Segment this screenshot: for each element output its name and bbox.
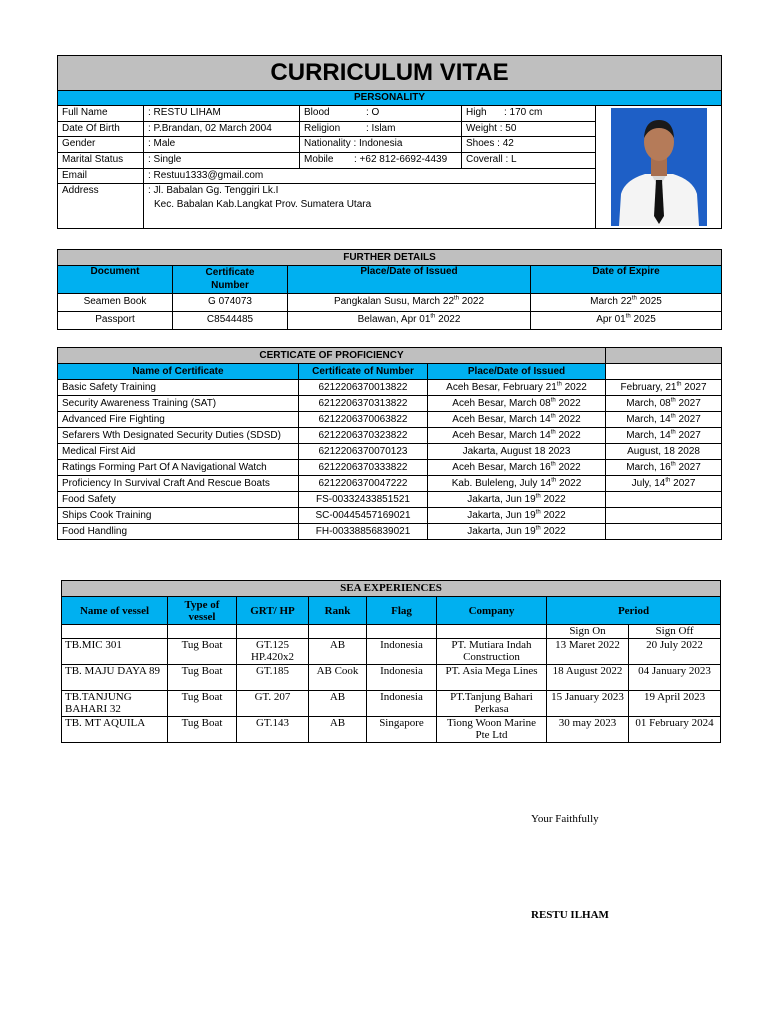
table-row [62,717,721,743]
cert-number: 6212206370013822 [299,380,428,396]
sign-off-date: 01 February 2024 [629,717,721,743]
col-expire-blank [606,364,722,380]
cert-place-date: Aceh Besar, March 16th 2022 [428,460,606,476]
sign-on-date: 30 may 2023 [547,717,629,743]
cert-expire [606,492,722,508]
signature-name: RESTU ILHAM [531,909,609,921]
vessel-type: Tug Boat [168,717,237,743]
cert-expire: March, 14th 2027 [606,412,722,428]
blank-cell [437,625,547,639]
closing-text: Your Faithfully [531,813,599,825]
col-cert-number: Certificate Number [173,266,288,294]
cert-expire: March, 08th 2027 [606,396,722,412]
vessel-grt: GT.185 [237,665,309,691]
cert-expire: February, 21th 2027 [606,380,722,396]
sign-off-date: 20 July 2022 [629,639,721,665]
cert-place-date: Jakarta, August 18 2023 [428,444,606,460]
cert-place-date: Aceh Besar, February 21th 2022 [428,380,606,396]
nationality-cell: Nationality : Indonesia [300,137,462,153]
cert-number: FH-00338856839021 [299,524,428,540]
sign-on-date: 18 August 2022 [547,665,629,691]
col-flag: Flag [367,597,437,625]
col-sign-on: Sign On [547,625,629,639]
profile-photo [611,108,707,226]
vessel-flag: Indonesia [367,639,437,665]
address-value [144,184,596,229]
cert-number: 6212206370047222 [299,476,428,492]
col-period: Period [547,597,721,625]
gender-label: Gender [58,137,144,153]
col-sign-off: Sign Off [629,625,721,639]
table-row [58,412,722,428]
further-details-table [57,249,722,330]
cert-name: Proficiency In Survival Craft And Rescue Boats [58,476,299,492]
vessel-rank: AB [309,717,367,743]
table-row [62,691,721,717]
further-expire: Apr 01th 2025 [531,312,722,330]
table-row [62,665,721,691]
email-label: Email [58,168,144,184]
table-row [58,460,722,476]
address-label: Address [58,184,144,229]
cert-number: 6212206370333822 [299,460,428,476]
vessel-grt: GT. 207 [237,691,309,717]
table-row [58,492,722,508]
personality-table [57,55,722,229]
proficiency-heading: CERTICATE OF PROFICIENCY [58,348,606,364]
vessel-company: PT. Mutiara Indah Construction [437,639,547,665]
cert-expire: August, 18 2028 [606,444,722,460]
cert-place-date: Aceh Besar, March 14th 2022 [428,428,606,444]
cert-name: Medical First Aid [58,444,299,460]
cert-expire: March, 14th 2027 [606,428,722,444]
cert-number: 6212206370063822 [299,412,428,428]
vessel-rank: AB Cook [309,665,367,691]
cert-expire [606,508,722,524]
vessel-company: PT. Asia Mega Lines [437,665,547,691]
col-grt: GRT/ HP [237,597,309,625]
personality-heading: PERSONALITY [58,91,722,106]
blank-cell [62,625,168,639]
cert-name: Sefarers Wth Designated Security Duties (SDSD) [58,428,299,444]
vessel-flag: Indonesia [367,691,437,717]
address-line-1: : Jl. Babalan Gg. Tenggiri Lk.I [148,185,279,197]
sign-off-date: 19 April 2023 [629,691,721,717]
table-row [62,639,721,665]
col-vessel: Name of vessel [62,597,168,625]
table-row [58,476,722,492]
blank-cell [309,625,367,639]
further-doc: Passport [58,312,173,330]
sea-heading: SEA EXPERIENCES [62,581,721,597]
col-expire: Date of Expire [531,266,722,294]
cert-name: Advanced Fire Fighting [58,412,299,428]
cert-place-date: Jakarta, Jun 19th 2022 [428,492,606,508]
marital-label: Marital Status [58,152,144,168]
weight-cell: Weight : 50 [462,121,596,137]
coverall-cell: Coverall : L [462,152,596,168]
high-cell: High : 170 cm [462,106,596,122]
full-name-value: : RESTU LIHAM [144,106,300,122]
further-num: C8544485 [173,312,288,330]
page-title: CURRICULUM VITAE [58,56,722,91]
address-line-2: Kec. Babalan Kab.Langkat Prov. Sumatera Utara [154,199,372,211]
cert-expire: March, 16th 2027 [606,460,722,476]
blank-cell [168,625,237,639]
cert-number: FS-00332433851521 [299,492,428,508]
vessel-name: TB.MIC 301 [62,639,168,665]
email-value: : Restuu1333@gmail.com [144,168,596,184]
cert-name: Ratings Forming Part Of A Navigational Watch [58,460,299,476]
further-doc: Seamen Book [58,294,173,312]
col-cert-number: Certificate of Number [299,364,428,380]
cert-expire: July, 14th 2027 [606,476,722,492]
vessel-flag: Singapore [367,717,437,743]
cert-place-date: Jakarta, Jun 19th 2022 [428,508,606,524]
col-type: Type of vessel [168,597,237,625]
dob-label: Date Of Birth [58,121,144,137]
further-num: G 074073 [173,294,288,312]
mobile-cell: Mobile : +62 812-6692-4439 [300,152,462,168]
proficiency-table [57,347,722,540]
vessel-grt: GT.143 [237,717,309,743]
cert-name: Basic Safety Training [58,380,299,396]
cert-place-date: Kab. Buleleng, July 14th 2022 [428,476,606,492]
vessel-type: Tug Boat [168,665,237,691]
col-document: Document [58,266,173,294]
cert-place-date: Jakarta, Jun 19th 2022 [428,524,606,540]
cert-number: 6212206370323822 [299,428,428,444]
col-place-date: Place/Date of Issued [428,364,606,380]
sign-on-date: 13 Maret 2022 [547,639,629,665]
sea-experience-table [61,580,721,743]
table-row [58,524,722,540]
col-company: Company [437,597,547,625]
vessel-name: TB.TANJUNG BAHARI 32 [62,691,168,717]
vessel-flag: Indonesia [367,665,437,691]
blank-cell [367,625,437,639]
vessel-type: Tug Boat [168,691,237,717]
vessel-rank: AB [309,639,367,665]
further-place: Pangkalan Susu, March 22th 2022 [288,294,531,312]
vessel-name: TB. MAJU DAYA 89 [62,665,168,691]
vessel-type: Tug Boat [168,639,237,665]
vessel-company: PT.Tanjung Bahari Perkasa [437,691,547,717]
cert-name: Security Awareness Training (SAT) [58,396,299,412]
further-place: Belawan, Apr 01th 2022 [288,312,531,330]
further-heading: FURTHER DETAILS [58,250,722,266]
sign-on-date: 15 January 2023 [547,691,629,717]
photo-cell [596,106,722,229]
cert-name: Ships Cook Training [58,508,299,524]
table-row [58,508,722,524]
cert-number: 6212206370070123 [299,444,428,460]
further-expire: March 22th 2025 [531,294,722,312]
blank-cell [237,625,309,639]
cert-name: Food Handling [58,524,299,540]
vessel-company: Tiong Woon Marine Pte Ltd [437,717,547,743]
col-rank: Rank [309,597,367,625]
vessel-rank: AB [309,691,367,717]
table-row [58,444,722,460]
cert-place-date: Aceh Besar, March 08th 2022 [428,396,606,412]
table-row [58,428,722,444]
vessel-grt: GT.125 HP.420x2 [237,639,309,665]
vessel-name: TB. MT AQUILA [62,717,168,743]
cert-number: 6212206370313822 [299,396,428,412]
col-place-date: Place/Date of Issued [288,266,531,294]
cert-place-date: Aceh Besar, March 14th 2022 [428,412,606,428]
cert-number: SC-00445457169021 [299,508,428,524]
shoes-cell: Shoes : 42 [462,137,596,153]
religion-cell: Religion : Islam [300,121,462,137]
cert-name: Food Safety [58,492,299,508]
full-name-label: Full Name [58,106,144,122]
dob-value: : P.Brandan, 02 March 2004 [144,121,300,137]
marital-value: : Single [144,152,300,168]
gender-value: : Male [144,137,300,153]
col-cert-name: Name of Certificate [58,364,299,380]
table-row [58,396,722,412]
cert-expire [606,524,722,540]
table-row [58,380,722,396]
blood-cell: Blood : O [300,106,462,122]
sign-off-date: 04 January 2023 [629,665,721,691]
proficiency-heading-blank [606,348,722,364]
